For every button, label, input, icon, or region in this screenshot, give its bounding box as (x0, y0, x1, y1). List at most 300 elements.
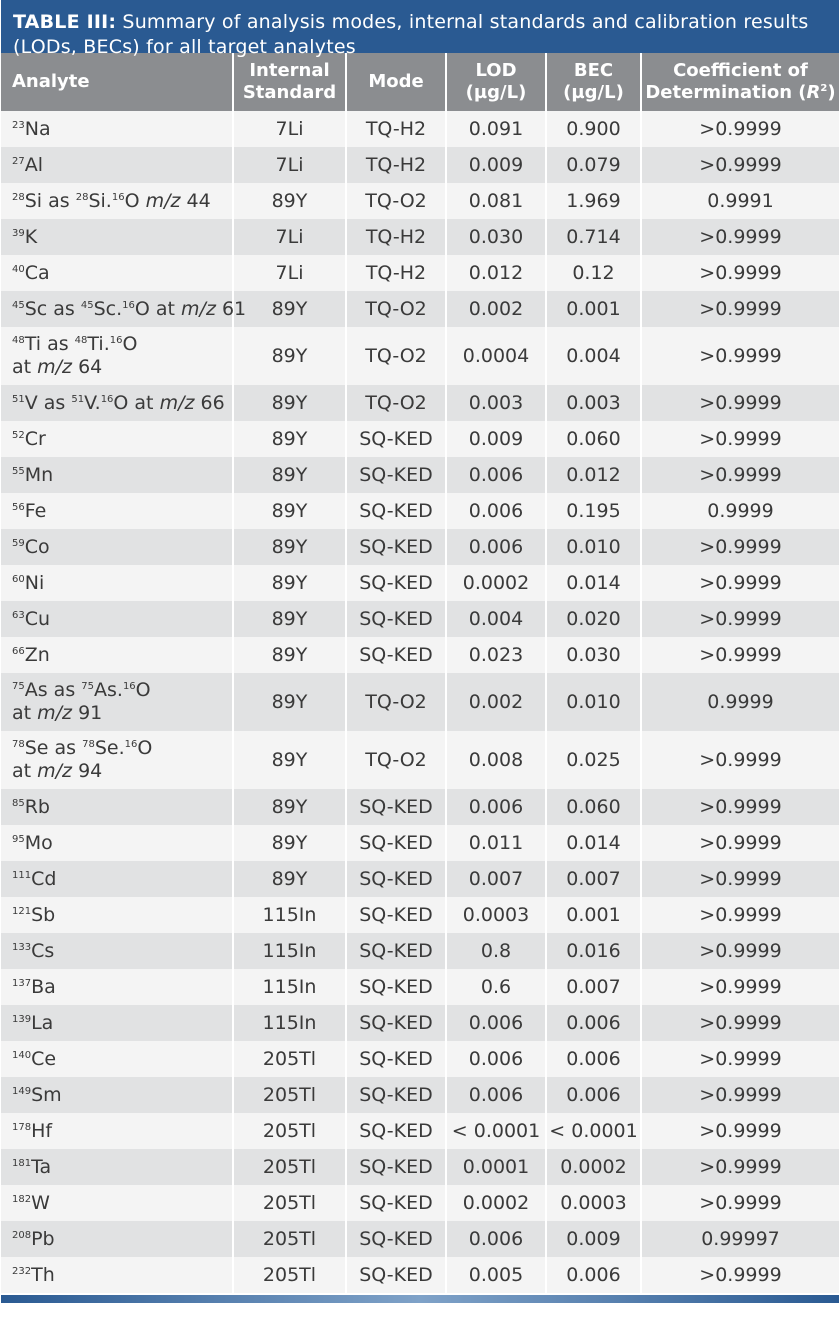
cell-bec: 0.025 (546, 731, 641, 789)
analyte-text: Co (24, 535, 50, 558)
cell-lod: 0.006 (446, 1005, 546, 1041)
cell-lod: 0.0003 (446, 897, 546, 933)
table-row (1, 565, 839, 601)
header-analyte: Analyte (1, 53, 233, 111)
caption-text: Summary of analysis modes, internal standards and calibration results (116, 11, 809, 33)
cell-coefficient: 0.9999 (641, 673, 839, 731)
header-bec-line1: BEC (573, 60, 614, 81)
cell-internal-standard: 89Y (233, 385, 346, 421)
cell-mode: SQ-KED (346, 1077, 446, 1113)
cell-coefficient: >0.9999 (641, 897, 839, 933)
analyte-text: Si. (88, 189, 112, 212)
cell-internal-standard: 115In (233, 897, 346, 933)
table-row (1, 421, 839, 457)
analyte-text: Hf (31, 1119, 53, 1142)
isotope-mass: 232 (12, 1265, 32, 1277)
cell-bec: 0.12 (546, 255, 641, 291)
cell-mode: SQ-KED (346, 897, 446, 933)
analyte-italic: m/z (159, 391, 195, 414)
cell-lod: 0.006 (446, 1221, 546, 1257)
analyte-text: Th (31, 1263, 55, 1286)
cell-bec: 0.001 (546, 897, 641, 933)
isotope-mass: 208 (12, 1229, 32, 1241)
cell-bec: 0.060 (546, 421, 641, 457)
cell-mode: TQ-H2 (346, 219, 446, 255)
isotope-mass: 85 (12, 797, 25, 809)
analyte-text: 66 (194, 391, 225, 414)
cell-analyte (1, 565, 233, 601)
isotope-mass: 111 (12, 869, 32, 881)
cell-lod: 0.8 (446, 933, 546, 969)
isotope-mass: 52 (12, 429, 25, 441)
isotope-mass: 59 (12, 537, 25, 549)
cell-mode: SQ-KED (346, 529, 446, 565)
results-table (1, 53, 839, 1293)
analyte-text: Ni (24, 571, 45, 594)
analyte-text: Sb (31, 903, 56, 926)
cell-bec: 0.714 (546, 219, 641, 255)
analyte-text: Si as (24, 189, 76, 212)
isotope-mass: 78 (12, 739, 25, 750)
cell-internal-standard: 89Y (233, 637, 346, 673)
bottom-accent-bar (1, 1295, 839, 1303)
analyte-text: at (12, 760, 38, 782)
table-row (1, 1185, 839, 1221)
table-row (1, 969, 839, 1005)
cell-analyte (1, 969, 233, 1005)
cell-analyte (1, 1113, 233, 1149)
table-row (1, 529, 839, 565)
isotope-mass: 149 (12, 1085, 32, 1097)
cell-mode: TQ-O2 (346, 327, 446, 385)
cell-bec: 0.014 (546, 565, 641, 601)
analyte-text: K (24, 225, 38, 248)
cell-lod: 0.009 (446, 147, 546, 183)
cell-bec: 0.012 (546, 457, 641, 493)
cell-coefficient: >0.9999 (641, 969, 839, 1005)
cell-mode: SQ-KED (346, 789, 446, 825)
cell-analyte (1, 1185, 233, 1221)
analyte-text: Cd (31, 867, 57, 890)
cell-mode: SQ-KED (346, 421, 446, 457)
analyte-text: 64 (72, 356, 103, 378)
analyte-text: 94 (72, 760, 103, 782)
cell-lod: 0.6 (446, 969, 546, 1005)
analyte-text: Ba (31, 975, 56, 998)
cell-bec: 0.900 (546, 111, 641, 147)
cell-lod: 0.011 (446, 825, 546, 861)
cell-coefficient: >0.9999 (641, 1005, 839, 1041)
cell-coefficient: >0.9999 (641, 601, 839, 637)
cell-bec: 0.007 (546, 969, 641, 1005)
cell-analyte (1, 1257, 233, 1293)
cell-analyte (1, 637, 233, 673)
cell-bec: 0.006 (546, 1041, 641, 1077)
cell-mode: SQ-KED (346, 1221, 446, 1257)
caption-label: TABLE III: (13, 11, 117, 33)
cell-bec: 0.010 (546, 529, 641, 565)
analyte-text: Rb (24, 795, 50, 818)
cell-internal-standard: 7Li (233, 111, 346, 147)
cell-lod: 0.002 (446, 673, 546, 731)
cell-analyte (1, 385, 233, 421)
cell-analyte (1, 457, 233, 493)
table-row (1, 183, 839, 219)
analyte-text: Zn (24, 643, 50, 666)
table-row (1, 291, 839, 327)
cell-lod: 0.006 (446, 789, 546, 825)
cell-analyte (1, 493, 233, 529)
header-bec-line2: (µg/L) (563, 82, 624, 103)
isotope-mass: 16 (111, 191, 125, 203)
header-coefficient-line1: Coefficient of (673, 60, 808, 81)
cell-mode: SQ-KED (346, 565, 446, 601)
cell-coefficient: >0.9999 (641, 1077, 839, 1113)
cell-coefficient: >0.9999 (641, 255, 839, 291)
table-body (1, 111, 839, 1293)
cell-internal-standard: 89Y (233, 861, 346, 897)
analyte-italic: m/z (37, 702, 73, 724)
cell-internal-standard: 89Y (233, 825, 346, 861)
isotope-mass: 133 (12, 941, 32, 953)
cell-coefficient: >0.9999 (641, 1113, 839, 1149)
cell-analyte (1, 327, 233, 385)
cell-coefficient: >0.9999 (641, 219, 839, 255)
cell-bec: 0.006 (546, 1077, 641, 1113)
cell-analyte (1, 183, 233, 219)
analyte-text: O at (113, 391, 160, 414)
header-mode: Mode (346, 53, 446, 111)
analyte-text: Sm (31, 1083, 62, 1106)
cell-analyte (1, 291, 247, 327)
header-bec (546, 53, 641, 111)
isotope-mass: 16 (100, 393, 114, 405)
analyte-text: Ti as (24, 333, 75, 355)
cell-internal-standard: 89Y (233, 183, 346, 219)
cell-lod: 0.005 (446, 1257, 546, 1293)
analyte-text: Ca (24, 261, 50, 284)
cell-coefficient: >0.9999 (641, 861, 839, 897)
isotope-mass: 75 (81, 681, 94, 692)
isotope-mass: 16 (122, 299, 135, 311)
analyte-text: O at (134, 297, 182, 320)
table-row (1, 897, 839, 933)
cell-bec: 0.016 (546, 933, 641, 969)
analyte-italic: m/z (37, 760, 73, 782)
isotope-mass: 66 (12, 645, 25, 657)
cell-analyte (1, 601, 233, 637)
analyte-text: Se as (24, 737, 83, 759)
cell-internal-standard: 205Tl (233, 1257, 346, 1293)
cell-lod: 0.006 (446, 1077, 546, 1113)
cell-analyte (1, 255, 233, 291)
cell-coefficient: >0.9999 (641, 291, 839, 327)
analyte-text: La (31, 1011, 54, 1034)
isotope-mass: 63 (12, 609, 25, 621)
cell-internal-standard: 89Y (233, 291, 346, 327)
cell-analyte (1, 731, 233, 789)
header-coefficient-line2: Determination ( (645, 82, 807, 103)
cell-bec: 1.969 (546, 183, 641, 219)
cell-internal-standard: 205Tl (233, 1221, 346, 1257)
analyte-text: Fe (24, 499, 47, 522)
cell-coefficient: >0.9999 (641, 933, 839, 969)
isotope-mass: 48 (12, 335, 25, 346)
table-row (1, 457, 839, 493)
header-lod (446, 53, 546, 111)
isotope-mass: 45 (12, 299, 25, 311)
cell-lod: 0.0002 (446, 565, 546, 601)
cell-internal-standard: 89Y (233, 789, 346, 825)
cell-analyte (1, 861, 233, 897)
header-internal-standard (233, 53, 346, 111)
cell-internal-standard: 7Li (233, 147, 346, 183)
cell-lod: 0.009 (446, 421, 546, 457)
isotope-mass: 178 (12, 1121, 32, 1133)
analyte-text: O (124, 189, 146, 212)
cell-analyte (1, 1077, 233, 1113)
cell-bec: 0.030 (546, 637, 641, 673)
table-row (1, 327, 839, 385)
cell-coefficient: 0.99997 (641, 1221, 839, 1257)
cell-analyte (1, 933, 233, 969)
table-row (1, 385, 839, 421)
analyte-text: Sc. (93, 297, 123, 320)
cell-internal-standard: 89Y (233, 529, 346, 565)
cell-mode: TQ-O2 (346, 183, 446, 219)
table-row (1, 861, 839, 897)
cell-bec: 0.0003 (546, 1185, 641, 1221)
analyte-text: Mo (24, 831, 53, 854)
header-lod-line1: LOD (475, 60, 517, 81)
analyte-text: at (12, 702, 38, 724)
analyte-text: 61 (215, 297, 247, 320)
cell-lod: 0.003 (446, 385, 546, 421)
cell-mode: TQ-H2 (346, 255, 446, 291)
cell-bec: 0.001 (546, 291, 641, 327)
cell-bec: 0.0002 (546, 1149, 641, 1185)
cell-mode: SQ-KED (346, 861, 446, 897)
table-row (1, 637, 839, 673)
cell-lod: 0.006 (446, 457, 546, 493)
isotope-mass: 39 (12, 227, 25, 239)
isotope-mass: 56 (12, 501, 25, 513)
cell-coefficient: >0.9999 (641, 1257, 839, 1293)
cell-coefficient: >0.9999 (641, 789, 839, 825)
cell-analyte (1, 1149, 233, 1185)
isotope-mass: 137 (12, 977, 32, 989)
cell-bec: 0.195 (546, 493, 641, 529)
caption-text-line2: (LODs, BECs) for all target analytes (13, 36, 356, 58)
cell-coefficient: >0.9999 (641, 1149, 839, 1185)
cell-bec: 0.010 (546, 673, 641, 731)
cell-mode: SQ-KED (346, 1041, 446, 1077)
analyte-text: 44 (180, 189, 211, 212)
cell-bec: 0.060 (546, 789, 641, 825)
table-row (1, 1113, 839, 1149)
table-row (1, 789, 839, 825)
cell-mode: SQ-KED (346, 1113, 446, 1149)
cell-bec: 0.003 (546, 385, 641, 421)
analyte-italic: m/z (37, 356, 73, 378)
cell-internal-standard: 7Li (233, 219, 346, 255)
isotope-mass: 181 (12, 1157, 32, 1169)
analyte-text: Al (24, 153, 44, 176)
cell-lod: 0.004 (446, 601, 546, 637)
table-row (1, 219, 839, 255)
cell-internal-standard: 89Y (233, 673, 346, 731)
analyte-text: Cs (31, 939, 55, 962)
cell-mode: TQ-O2 (346, 385, 446, 421)
table-figure (1, 0, 839, 1303)
cell-lod: 0.023 (446, 637, 546, 673)
isotope-mass: 28 (75, 191, 89, 203)
header-coefficient-close: ) (827, 82, 836, 103)
cell-lod: 0.006 (446, 493, 546, 529)
cell-analyte (1, 421, 233, 457)
analyte-text: Na (24, 117, 51, 140)
table-row (1, 1041, 839, 1077)
cell-mode: TQ-O2 (346, 673, 446, 731)
table-row (1, 493, 839, 529)
analyte-text: 91 (72, 702, 103, 724)
cell-coefficient: >0.9999 (641, 1041, 839, 1077)
isotope-mass: 121 (12, 905, 32, 917)
analyte-text: Ce (31, 1047, 57, 1070)
isotope-mass: 140 (12, 1049, 32, 1061)
cell-internal-standard: 89Y (233, 731, 346, 789)
cell-mode: SQ-KED (346, 1149, 446, 1185)
analyte-text: V. (84, 391, 101, 414)
cell-lod: 0.0004 (446, 327, 546, 385)
analyte-text: Mn (24, 463, 54, 486)
cell-bec: 0.007 (546, 861, 641, 897)
cell-bec: 0.020 (546, 601, 641, 637)
table-row (1, 111, 839, 147)
cell-mode: SQ-KED (346, 601, 446, 637)
analyte-text: As. (94, 679, 123, 701)
cell-mode: SQ-KED (346, 825, 446, 861)
cell-coefficient: 0.9991 (641, 183, 839, 219)
cell-internal-standard: 89Y (233, 565, 346, 601)
isotope-mass: 75 (12, 681, 25, 692)
table-row (1, 673, 839, 731)
cell-analyte (1, 529, 233, 565)
isotope-mass: 48 (74, 335, 88, 346)
isotope-mass: 95 (12, 833, 25, 845)
cell-mode: SQ-KED (346, 493, 446, 529)
cell-analyte (1, 789, 233, 825)
cell-lod: 0.006 (446, 529, 546, 565)
cell-lod: 0.002 (446, 291, 546, 327)
table-row (1, 1221, 839, 1257)
table-row (1, 1005, 839, 1041)
isotope-mass: 60 (12, 573, 25, 585)
cell-mode: SQ-KED (346, 637, 446, 673)
header-coefficient-r: R (806, 82, 821, 103)
cell-lod: 0.012 (446, 255, 546, 291)
cell-analyte (1, 111, 233, 147)
cell-internal-standard: 89Y (233, 421, 346, 457)
cell-coefficient: >0.9999 (641, 637, 839, 673)
isotope-mass: 40 (12, 263, 25, 275)
header-lod-line2: (µg/L) (465, 82, 527, 103)
cell-lod: 0.081 (446, 183, 546, 219)
isotope-mass: 51 (12, 393, 25, 405)
cell-internal-standard: 89Y (233, 457, 346, 493)
cell-coefficient: >0.9999 (641, 825, 839, 861)
cell-bec: < 0.0001 (546, 1113, 641, 1149)
table-row (1, 1257, 839, 1293)
cell-analyte (1, 147, 233, 183)
analyte-text: Se. (94, 737, 125, 759)
cell-mode: TQ-H2 (346, 147, 446, 183)
header-coefficient-sup: 2 (820, 83, 828, 94)
cell-coefficient: 0.9999 (641, 493, 839, 529)
cell-lod: 0.007 (446, 861, 546, 897)
table-row (1, 1149, 839, 1185)
analyte-text: O (122, 333, 138, 355)
analyte-text: Ta (31, 1155, 52, 1178)
cell-coefficient: >0.9999 (641, 147, 839, 183)
cell-mode: SQ-KED (346, 1185, 446, 1221)
cell-coefficient: >0.9999 (641, 111, 839, 147)
cell-analyte (1, 897, 233, 933)
analyte-text: Sc as (24, 297, 81, 320)
cell-lod: 0.091 (446, 111, 546, 147)
cell-analyte (1, 825, 233, 861)
isotope-mass: 45 (80, 299, 94, 311)
table-row (1, 731, 839, 789)
cell-coefficient: >0.9999 (641, 565, 839, 601)
header-internal-standard-line1: Internal (249, 60, 330, 81)
cell-internal-standard: 205Tl (233, 1113, 346, 1149)
cell-internal-standard: 205Tl (233, 1185, 346, 1221)
isotope-mass: 27 (12, 155, 25, 167)
header-row (1, 53, 839, 111)
cell-coefficient: >0.9999 (641, 421, 839, 457)
cell-mode: SQ-KED (346, 969, 446, 1005)
table-row (1, 255, 839, 291)
cell-internal-standard: 205Tl (233, 1077, 346, 1113)
cell-bec: 0.006 (546, 1257, 641, 1293)
cell-analyte (1, 673, 233, 731)
analyte-italic: m/z (181, 297, 216, 320)
isotope-mass: 16 (122, 681, 136, 692)
isotope-mass: 16 (124, 739, 138, 750)
cell-lod: 0.006 (446, 1041, 546, 1077)
cell-mode: SQ-KED (346, 933, 446, 969)
analyte-text: Ti. (87, 333, 110, 355)
cell-analyte (1, 219, 233, 255)
cell-coefficient: >0.9999 (641, 385, 839, 421)
cell-lod: < 0.0001 (446, 1113, 546, 1149)
analyte-italic: m/z (145, 189, 181, 212)
cell-bec: 0.004 (546, 327, 641, 385)
cell-lod: 0.030 (446, 219, 546, 255)
isotope-mass: 28 (12, 191, 25, 203)
isotope-mass: 51 (71, 393, 85, 405)
analyte-text: Cu (24, 607, 51, 630)
cell-coefficient: >0.9999 (641, 731, 839, 789)
cell-mode: SQ-KED (346, 1005, 446, 1041)
analyte-text: Pb (31, 1227, 55, 1250)
cell-analyte (1, 1005, 233, 1041)
isotope-mass: 16 (109, 335, 123, 346)
isotope-mass: 23 (12, 119, 25, 131)
cell-analyte (1, 1221, 233, 1257)
cell-mode: SQ-KED (346, 1257, 446, 1293)
